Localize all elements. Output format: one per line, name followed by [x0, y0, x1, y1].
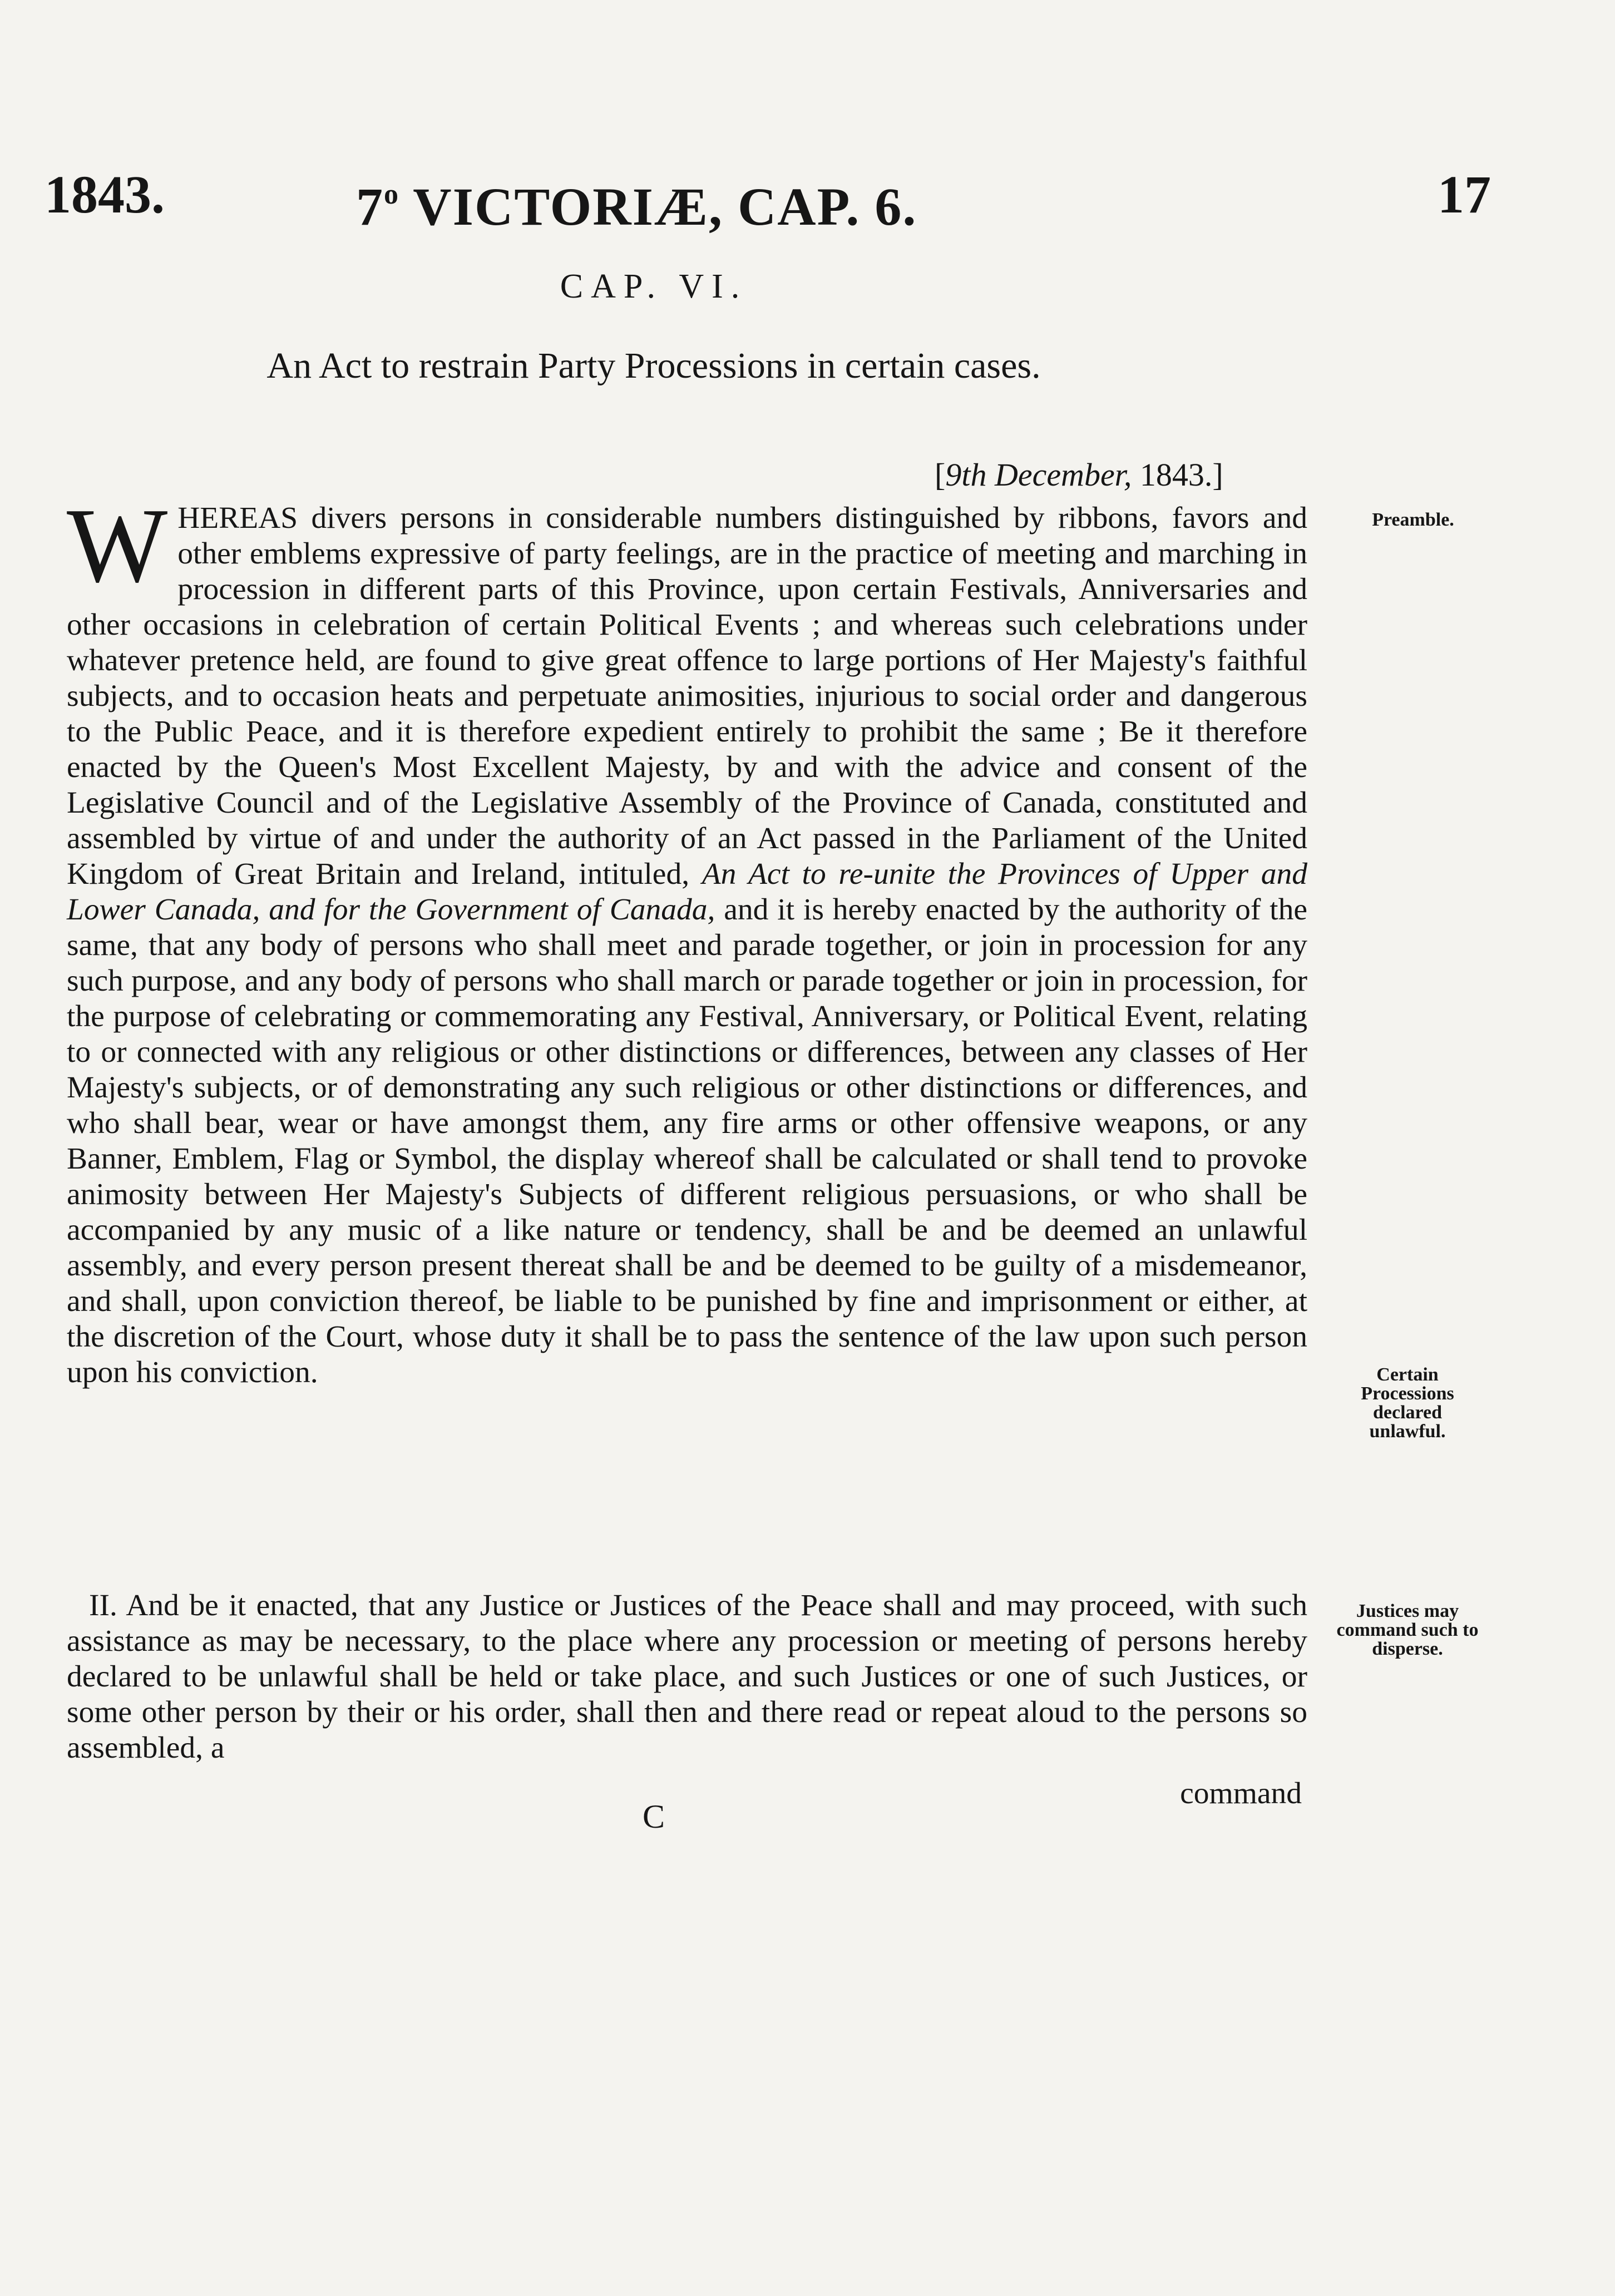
margin-note-preamble: Preamble. — [1372, 509, 1454, 530]
act-citation: An Act to re-unite the Provinces of Upper and Lower Canada, and for the Government of Canada, — [67, 857, 1308, 927]
page-number: 17 — [1438, 165, 1491, 224]
header-title-text: VICTORIÆ, CAP. 6. — [399, 177, 917, 236]
margin-note-disperse: Justices may command such to disperse. — [1336, 1601, 1479, 1659]
date-year: 1843.] — [1132, 457, 1223, 493]
date-bracket: [ — [935, 457, 946, 493]
header-year: 1843. — [45, 165, 165, 224]
chapter-heading: CAP. VI. — [560, 268, 748, 305]
catchword: command — [1180, 1777, 1302, 1810]
date-day: 9th December, — [945, 457, 1132, 493]
section-2-text: II. And be it enacted, that any Justice or Justices of the Peace shall and may proceed, with such assistance as may be necessary, to the place where any procession or meeting of persons hereby declared to be unlawful shall be held or take place, and such Justices or one of such Justices, or some other person by their or his order, shall then and there read or repeat aloud to the persons so assembled, a — [67, 1589, 1307, 1765]
drop-cap: W — [67, 486, 168, 605]
header-title-superscript: o — [384, 179, 399, 210]
margin-note-unlawful: Certain Processions declared unlawful. — [1361, 1364, 1454, 1442]
preamble-paragraph — [67, 486, 1308, 1391]
enactment-date — [935, 456, 1223, 493]
signature-mark: C — [642, 1798, 665, 1835]
section-2-paragraph — [67, 1588, 1307, 1766]
header-title — [356, 161, 917, 240]
act-title: An Act to restrain Party Processions in certain cases. — [266, 345, 1041, 386]
running-head — [45, 161, 1491, 236]
preamble-text-part-1: HEREAS divers persons in considerable numbers distinguished by ribbons, favors and other emblems expressive of party feelings, are in the practice of meeting and marching in procession in different parts of this Province, upon certain Festivals, Anniversaries and other occasions in celebration of certain Political Events ; and whereas such celebrations under whatever pretence held, are found to give great offence to large portions of Her Majesty's faithful subjects, and to occasion heats and perpetuate animosities, injurious to social order and dangerous to the Public Peace, and it is therefore expedient entirely to prohibit the same ; Be it therefore enacted by the Queen's Most Excellent Majesty, by and with the advice and consent of the Legislative Council and of the Legislative Assembly of the Province of Canada, constituted and assembled by virtue of and under the authority of an Act passed in the Parliament of the United Kingdom of Great Britain and Ireland, intituled, — [67, 501, 1307, 891]
preamble-text-part-2: and it is hereby enacted by the authority of the same, that any body of persons who shall meet and parade together, or join in procession for any such purpose, and any body of persons who shall march or parade together or join in procession, for the purpose of celebrating or commemorating any Festival, Anniversary, or Political Event, relating to or connected with any religious or other distinctions or differences, between any classes of Her Majesty's subjects, or of demonstrating any such religious or other distinctions or differences, and who shall bear, wear or have amongst them, any fire arms or other offensive weapons, or any Banner, Emblem, Flag or Symbol, the display whereof shall be calculated or shall tend to provoke animosity between Her Majesty's Subjects of different religious persuasions, or who shall be accompanied by any music of a like nature or tendency, shall be and be deemed an unlawful assembly, and every person present thereat shall be and be deemed to be guilty of a misdemeanor, and shall, upon conviction thereof, be liable to be punished by fine and imprisonment or either, at the discretion of the Court, whose duty it shall be to pass the sentence of the law upon such person upon his conviction. — [67, 893, 1307, 1389]
header-title-number: 7 — [356, 177, 384, 236]
